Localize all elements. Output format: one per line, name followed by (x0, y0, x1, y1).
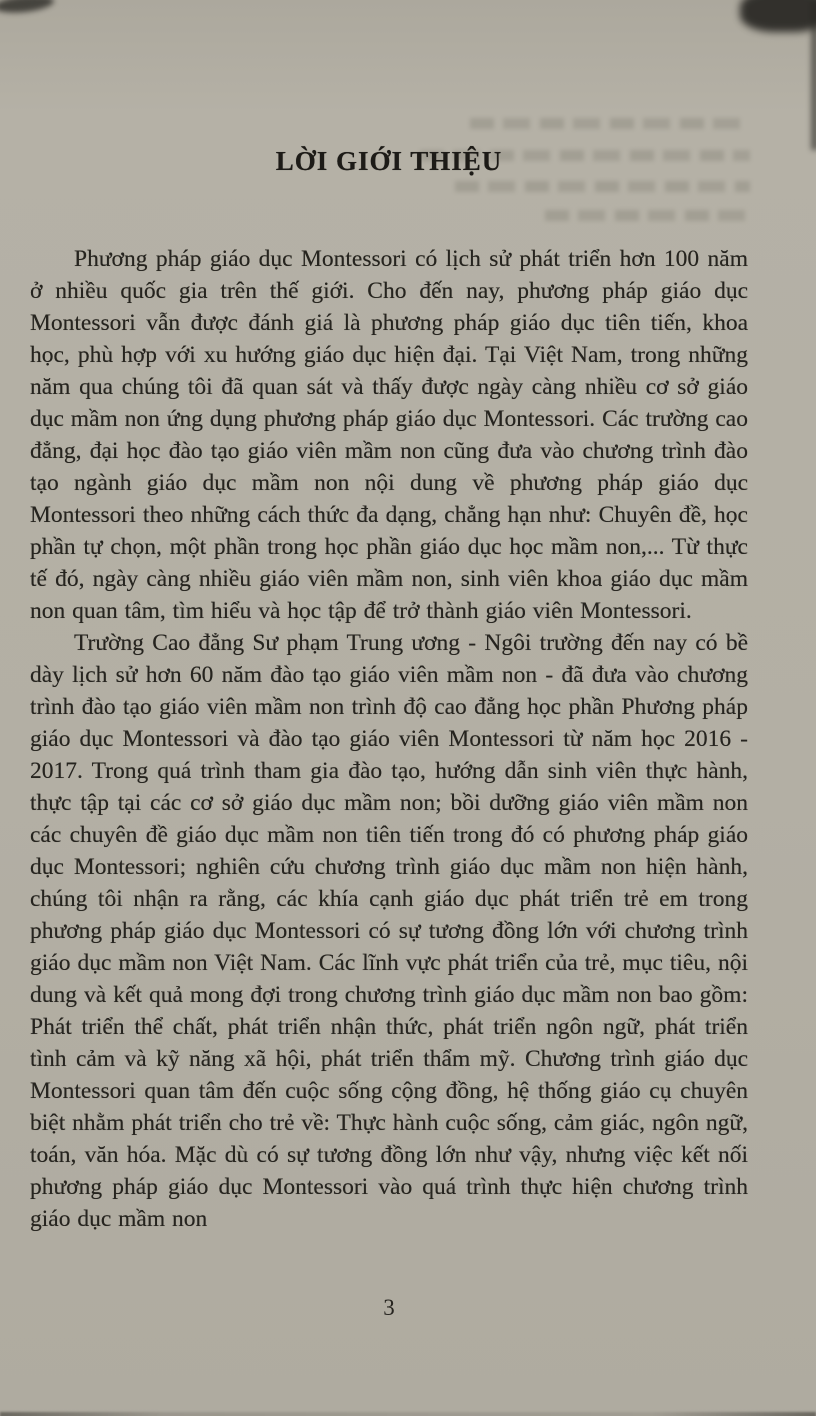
scan-edge-bottom (0, 1412, 816, 1416)
body-text (30, 243, 748, 1235)
paragraph-2: Trường Cao đẳng Sư phạm Trung ương - Ngôi trường đến nay có bề dày lịch sử hơn 60 năm đào tạo giáo viên mầm non - đã đưa vào chương trình đào tạo giáo viên mầm non trình độ cao đẳng học phần Phương pháp giáo dục Montessori và đào tạo giáo viên Montessori từ năm học 2016 - 2017. Trong quá trình tham gia đào tạo, hướng dẫn sinh viên thực hành, thực tập tại các cơ sở giáo dục mầm non; bồi dưỡng giáo viên mầm non các chuyên đề giáo dục mầm non tiên tiến trong đó có phương pháp giáo dục Montessori; nghiên cứu chương trình giáo dục mầm non hiện hành, chúng tôi nhận ra rằng, các khía cạnh giáo dục phát triển trẻ em trong phương pháp giáo dục Montessori có sự tương đồng lớn với chương trình giáo dục mầm non Việt Nam. Các lĩnh vực phát triển của trẻ, mục tiêu, nội dung và kết quả mong đợi trong chương trình giáo dục mầm non bao gồm: Phát triển thể chất, phát triển nhận thức, phát triển ngôn ngữ, phát triển tình cảm và kỹ năng xã hội, phát triển thẩm mỹ. Chương trình giáo dục Montessori quan tâm đến cuộc sống cộng đồng, hệ thống giáo cụ chuyên biệt nhằm phát triển cho trẻ về: Thực hành cuộc sống, cảm giác, ngôn ngữ, toán, văn hóa. Mặc dù có sự tương đồng lớn như vậy, nhưng việc kết nối phương pháp giáo dục Montessori vào quá trình thực hiện chương trình giáo dục mầm non (30, 630, 748, 1232)
page-content (30, 0, 748, 1235)
page-title: LỜI GIỚI THIỆU (275, 146, 503, 176)
paragraph-1: Phương pháp giáo dục Montessori có lịch sử phát triển hơn 100 năm ở nhiều quốc gia trên thế giới. Cho đến nay, phương pháp giáo dục Montessori vẫn được đánh giá là phương pháp giáo dục tiên tiến, khoa học, phù hợp với xu hướng giáo dục hiện đại. Tại Việt Nam, trong những năm qua chúng tôi đã quan sát và thấy được ngày càng nhiều cơ sở giáo dục mầm non ứng dụng phương pháp giáo dục Montessori. Các trường cao đẳng, đại học đào tạo giáo viên mầm non cũng đưa vào chương trình đào tạo ngành giáo dục mầm non nội dung về phương pháp giáo dục Montessori theo những cách thức đa dạng, chẳng hạn như: Chuyên đề, học phần tự chọn, một phần trong học phần giáo dục học mầm non,... Từ thực tế đó, ngày càng nhiều giáo viên mầm non, sinh viên khoa giáo dục mầm non quan tâm, tìm hiểu và học tập để trở thành giáo viên Montessori. (30, 246, 748, 624)
page-number: 3 (383, 1295, 395, 1320)
scan-edge-right (811, 0, 816, 150)
scan-smudge-top-right (740, 0, 816, 32)
